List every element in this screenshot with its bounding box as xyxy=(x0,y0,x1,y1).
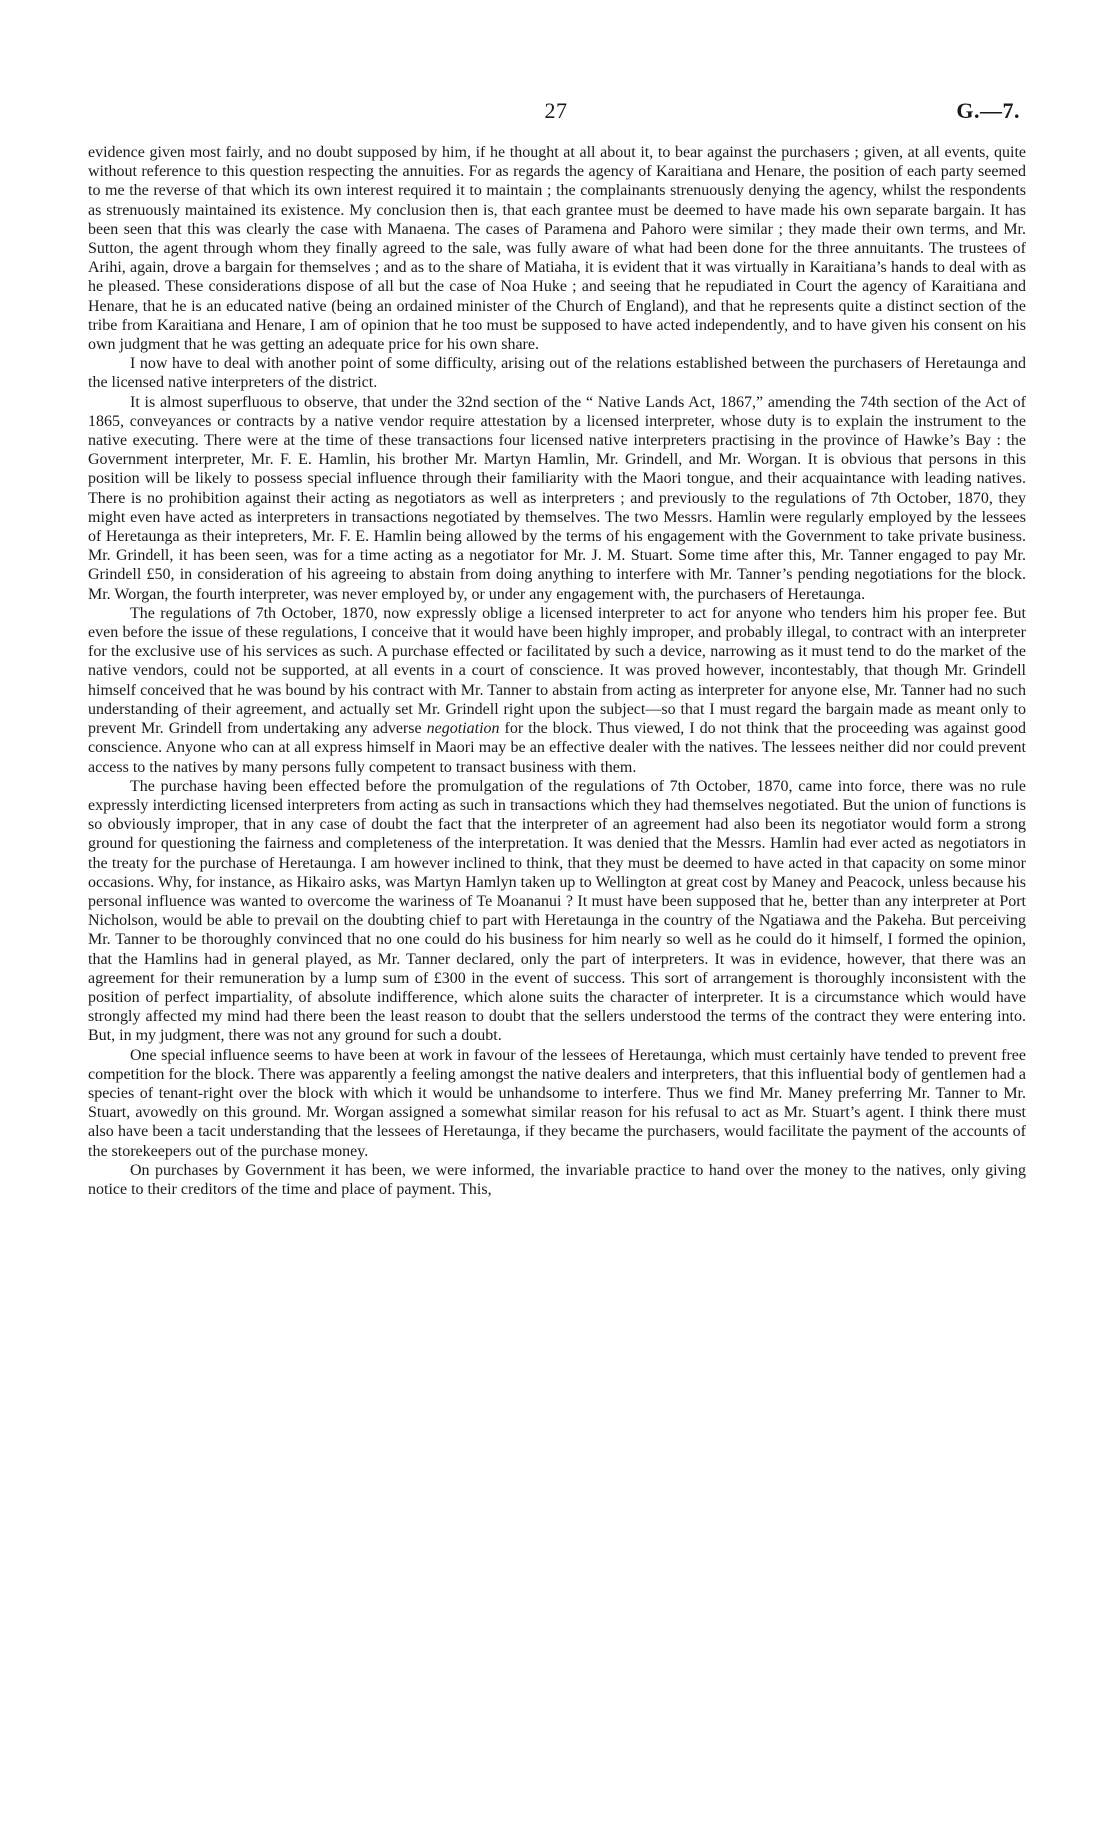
text-run: for the block. Thus viewed, I do not think that the proceeding was against good conscience. Anyone who can at all express himself in Maori may be an effective dealer with the natives. The lessees neither did nor could prevent access to the natives by many persons fully competent to transact business with them. xyxy=(88,720,1027,776)
page-number: 27 xyxy=(544,98,568,123)
text-run: One special influence seems to have been at work in favour of the lessees of Heretaunga, which must certainly have tended to prevent free competition for the block. There was apparently a feeling amongst the native dealers and interpreters, that this influential body of gentlemen had a species of tenant-right over the block with which it would be unhandsome to interfere. Thus we find Mr. Maney preferring Mr. Tanner to Mr. Stuart, avowedly on this ground. Mr. Worgan assigned a somewhat similar reason for his refusal to act as Mr. Stuart’s agent. I think there must also have been a tacit understanding that the lessees of Heretaunga, if they became the purchasers, would facilitate the payment of the accounts of the storekeepers out of the purchase money. xyxy=(88,1046,1026,1160)
text-run: On purchases by Government it has been, we were informed, the invariable practice to hand over the money to the natives, only giving notice to their creditors of the time and place of payment. This, xyxy=(88,1161,1026,1198)
text-run: I now have to deal with another point of some difficulty, arising out of the relations established between the purchasers of Heretaunga and the licensed native interpreters of the district. xyxy=(88,355,1026,392)
text-run: The regulations of 7th October, 1870, now expressly oblige a licensed interpreter to act for anyone who tenders him his proper fee. But even before the issue of these regulations, I conceive that it would have been highly improper, and probably illegal, to contract with an interpreter for the exclusive use of his services as such. A purchase effected or facilitated by such a device, narrowing as it must tend to do the market of the native vendors, could not be supported, at all events in a court of conscience. It was proved however, incontestably, that though Mr. Grindell himself conceived that he was bound by his contract with Mr. Tanner to abstain from acting as interpreter for anyone else, Mr. Tanner had no such understanding of their agreement, and actually set Mr. Grindell right upon the subject—so that I must regard the bargain made as meant only to prevent Mr. Grindell from undertaking any adverse xyxy=(88,604,1026,738)
paragraph xyxy=(88,354,1026,392)
text-run: evidence given most fairly, and no doubt supposed by him, if he thought at all about it, to bear against the purchasers ; given, at all events, quite without reference to this question respecting the annuities. For as regards the agency of Karaitiana and Henare, the position of each party seemed to me the reverse of that which its own interest required it to maintain ; the complainants strenuously denying the agency, whilst the respondents as strenuously maintained its existence. My conclusion then is, that each grantee must be deemed to have made his own separate bargain. It has been seen that this was clearly the case with Manaena. The cases of Paramena and Pahoro were similar ; they made their own terms, and Mr. Sutton, the agent through whom they finally agreed to the sale, was fully aware of what had been done for the three annuitants. The trustees of Arihi, again, drove a bargain for themselves ; and as to the share of Matiaha, it is evident that it was virtually in Karaitiana’s hands to deal with as he pleased. These considerations dispose of all but the case of Noa Huke ; and seeing that he repudiated in Court the agency of Karaitiana and Henare, that he is an educated native (being an ordained minister of the Church of England), and that he represents quite a distinct section of the tribe from Karaitiana and Henare, I am of opinion that he too must be supposed to have acted independently, and to have given his consent on his own judgment that he was getting an adequate price for his own share. xyxy=(88,144,1026,354)
text-run: It is almost superfluous to observe, that under the 32nd section of the “ Native Lands Act, 1867,” amending the 74th section of the Act of 1865, conveyances or contracts by a native vendor require attestation by a licensed interpreter, whose duty is to explain the instrument to the native executing. There were at the time of these transactions four licensed native interpreters practising in the province of Hawke’s Bay : the Government interpreter, Mr. F. E. Hamlin, his brother Mr. Martyn Hamlin, Mr. Grindell, and Mr. Worgan. It is obvious that persons in this position will be likely to possess special influence through their familiarity with the Maori tongue, and their acquaintance with leading natives. There is no prohibition against their acting as negotiators as well as interpreters ; and previously to the regulations of 7th October, 1870, they might even have acted as interpreters in transactions negotiated by themselves. The two Messrs. Hamlin were regularly employed by the lessees of Heretaunga as their intepreters, Mr. F. E. Hamlin being allowed by the terms of his engagement with the Government to take private business. Mr. Grindell, it has been seen, was for a time acting as a negotiator for Mr. J. M. Stuart. Some time after this, Mr. Tanner engaged to pay Mr. Grindell £50, in consideration of his agreeing to abstain from doing anything to interfere with Mr. Tanner’s pending negotiations for the block. Mr. Worgan, the fourth interpreter, was never employed by, or under any engagement with, the purchasers of Heretaunga. xyxy=(88,393,1026,603)
paragraph xyxy=(88,1161,1026,1199)
body-text xyxy=(88,143,1026,1199)
document-reference: G.—7. xyxy=(956,98,1020,123)
paragraph xyxy=(88,1046,1026,1161)
italic-text-run: negotiation xyxy=(426,720,500,738)
paragraph xyxy=(88,604,1026,777)
paragraph xyxy=(88,393,1026,604)
text-run: The purchase having been effected before the promulgation of the regulations of 7th October, 1870, came into force, there was no rule expressly interdicting licensed interpreters from acting as such in transactions which they had themselves negotiated. But the union of functions is so obviously improper, that in any case of doubt the fact that the interpreter of an agreement had also been its negotiator would form a strong ground for questioning the fairness and completeness of the interpretation. It was denied that the Messrs. Hamlin had ever acted as negotiators in the treaty for the purchase of Heretaunga. I am however inclined to think, that they must be deemed to have acted in that capacity on some minor occasions. Why, for instance, as Hikairo asks, was Martyn Hamlyn taken up to Wellington at great cost by Maney and Peacock, unless because his personal influence was wanted to overcome the wariness of Te Moananui ? It must have been supposed that he, better than any interpreter at Port Nicholson, would be able to prevail on the doubting chief to part with Heretaunga in the country of the Ngatiawa and the Pakeha. But perceiving Mr. Tanner to be thoroughly convinced that no one could do his business for him nearly so well as he could do it himself, I formed the opinion, that the Hamlins had in general played, as Mr. Tanner declared, only the part of interpreters. It was in evidence, however, that there was an agreement for their remuneration by a lump sum of £300 in the event of success. This sort of arrangement is thoroughly inconsistent with the position of perfect impartiality, of absolute indifference, which alone suits the character of interpreter. It is a circumstance which would have strongly affected my mind had there been the least reason to doubt that the sellers understood the terms of the contract they were entering into. But, in my judgment, there was not any ground for such a doubt. xyxy=(88,777,1026,1045)
paragraph xyxy=(88,777,1026,1046)
page-header xyxy=(92,98,1020,132)
paragraph xyxy=(88,143,1026,354)
